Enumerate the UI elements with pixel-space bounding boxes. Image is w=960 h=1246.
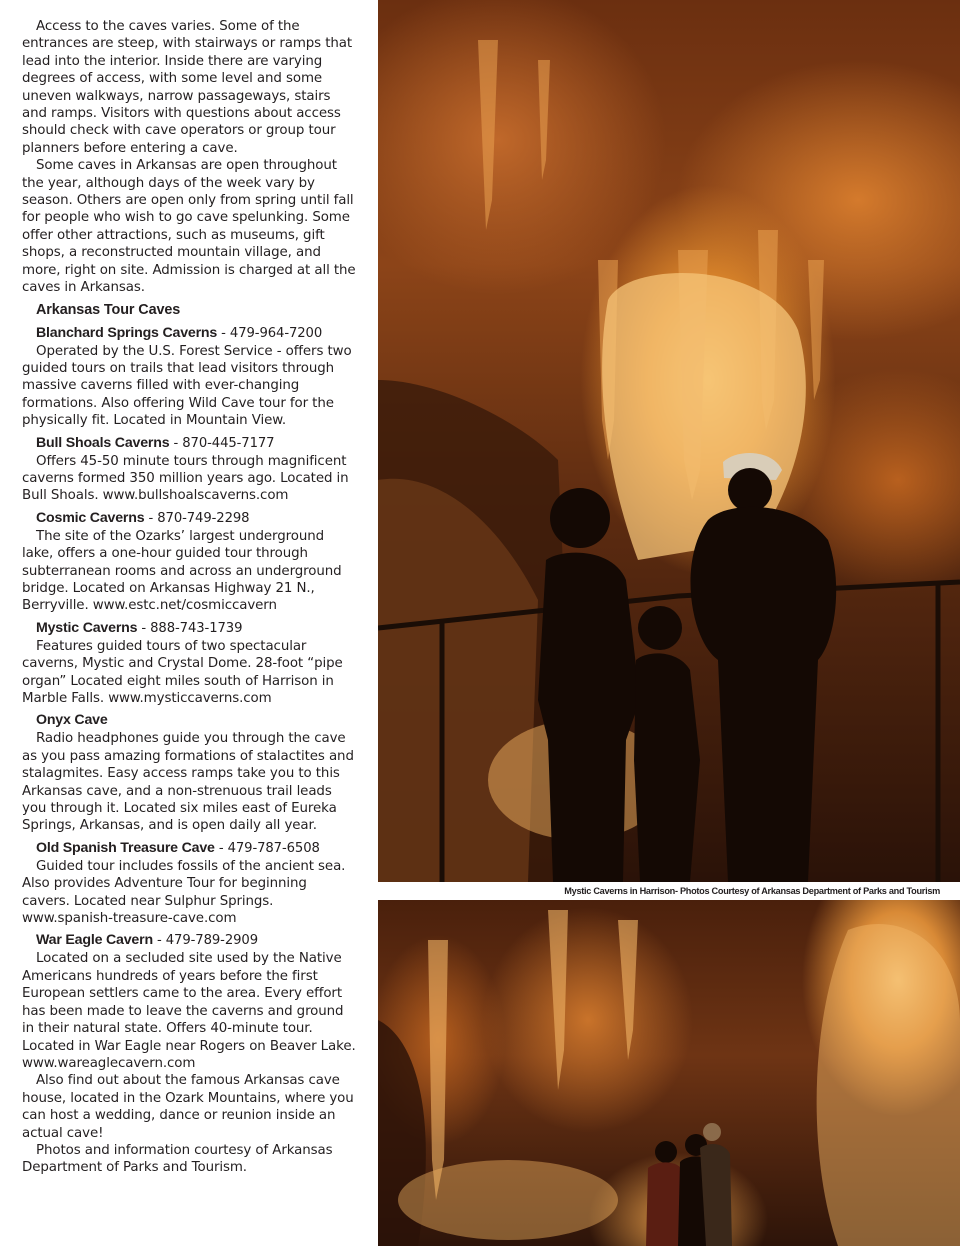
cave-entry-cosmic — [22, 509, 357, 615]
cave-name: Onyx Cave — [36, 712, 108, 729]
cave-name: Old Spanish Treasure Cave — [36, 839, 215, 856]
cave-phone: - 479-789-2909 — [152, 933, 258, 949]
cave-phone: - 870-445-7177 — [169, 435, 275, 451]
cave-description: Radio headphones guide you through the cave as you pass amazing formations of stalactites and stalagmites. Easy access ramps take you to this Arkansas cave, and a non-strenuous trail leads you through it. Located six miles east of Eureka Springs, Arkansas, and is open daily all year. — [22, 731, 354, 834]
cave-description: Located on a secluded site used by the Native Americans hundreds of years before the first European settlers came to the area. Every effort has been made to leave the caverns and ground in their natural state. Offers 40-minute tour. Located in War Eagle near Rogers on Beaver Lake. www.wareaglecavern.com — [22, 951, 356, 1071]
cave-name: War Eagle Cavern — [36, 932, 153, 949]
cave-photo-visitors-art — [378, 0, 960, 882]
cave-entry-onyx — [22, 711, 357, 834]
closing-paragraph: Photos and information courtesy of Arkansas Department of Parks and Tourism. — [22, 1142, 333, 1176]
cave-name: Mystic Caverns — [36, 619, 138, 636]
cave-description: Features guided tours of two spectacular caverns, Mystic and Crystal Dome. 28-foot “pipe organ” Located eight miles south of Harrison in Marble Falls. www.mysticcaverns.com — [22, 638, 343, 706]
cave-phone: - 479-964-7200 — [217, 325, 323, 341]
cave-photo-formations — [378, 900, 960, 1246]
photo-caption: Mystic Caverns in Harrison- Photos Courtesy of Arkansas Department of Parks and Tourism — [564, 886, 940, 896]
cave-phone: - 888-743-1739 — [137, 620, 243, 636]
section-title: Arkansas Tour Caves — [36, 301, 181, 318]
article-column — [22, 18, 357, 1177]
cave-name: Bull Shoals Caverns — [36, 434, 170, 451]
cave-description: Offers 45-50 minute tours through magnificent caverns formed 350 million years ago. Located in Bull Shoals. www.bullshoalscaverns.com — [22, 453, 349, 504]
cave-description: Operated by the U.S. Forest Service - offers two guided tours on trails that lead visitors through massive caverns filled with ever-changing formations. Also offering Wild Cave tour for the physically fit. Located in Mountain View. — [22, 343, 352, 429]
cave-entry-war-eagle — [22, 931, 357, 1072]
cave-phone: - 870-749-2298 — [144, 510, 250, 526]
intro-paragraph: Some caves in Arkansas are open throughout the year, although days of the week vary by season. Others are open only from spring until fall for people who wish to go cave spelunking. Some offer other attractions, such as museums, gift shops, a reconstructed mountain village, and more, right on site. Admission is charged at all the caves in Arkansas. — [22, 158, 356, 296]
cave-entry-old-spanish — [22, 839, 357, 928]
cave-description: The site of the Ozarks’ largest underground lake, offers a one-hour guided tour through subterranean rooms and across an underground bridge. Located on Arkansas Highway 21 N., Berryville. www.estc.net/cosmiccavern — [22, 528, 342, 614]
intro-paragraph: Access to the caves varies. Some of the entrances are steep, with stairways or ramps that lead into the interior. Inside there are varying degrees of access, with some level and some uneven walkways, narrow passageways, stairs and ramps. Visitors with questions about access should check with cave operators or group tour planners before entering a cave. — [22, 19, 353, 156]
cave-photo-visitors — [378, 0, 960, 882]
closing-paragraph: Also find out about the famous Arkansas cave house, located in the Ozark Mountains, where you can host a wedding, dance or reunion inside an actual cave! — [22, 1073, 354, 1141]
cave-entry-bull-shoals — [22, 434, 357, 505]
cave-photo-formations-art — [378, 900, 960, 1246]
cave-name: Cosmic Caverns — [36, 509, 145, 526]
cave-entry-mystic — [22, 619, 357, 708]
cave-entry-blanchard — [22, 324, 357, 430]
cave-description: Guided tour includes fossils of the ancient sea. Also provides Adventure Tour for beginning cavers. Located near Sulphur Springs. www.spanish-treasure-cave.com — [22, 858, 346, 927]
cave-name: Blanchard Springs Caverns — [36, 324, 218, 341]
cave-phone: - 479-787-6508 — [214, 840, 320, 856]
